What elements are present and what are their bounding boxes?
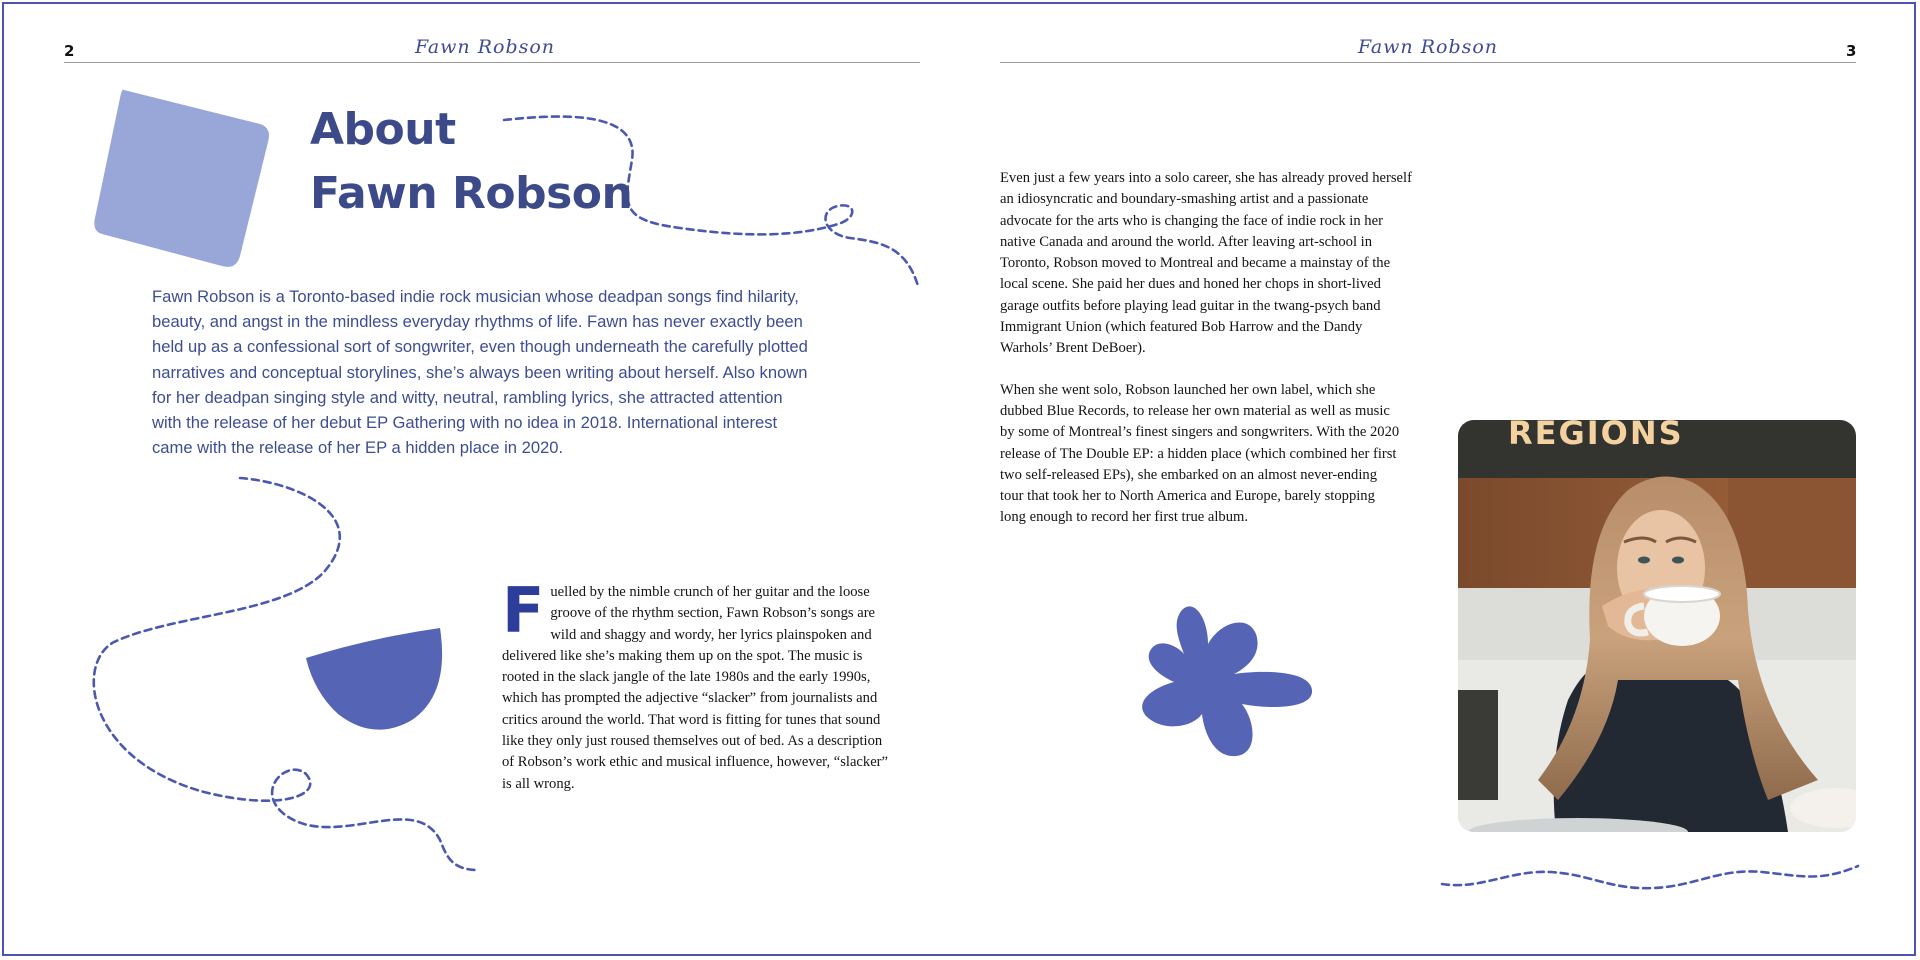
photo-sign-text: REGIONS xyxy=(1508,420,1684,452)
square-shape-decoration xyxy=(90,84,280,274)
body-line: long enough to record her first true album. xyxy=(1000,509,1249,526)
photo-illustration xyxy=(1458,420,1856,832)
body-line: two self-released EPs), she embarked on an almost never-ending xyxy=(1000,466,1377,483)
body-line: is all wrong. xyxy=(502,775,575,792)
left-body-column xyxy=(502,574,918,795)
body-line: Even just a few years into a solo career, she has already proved herself xyxy=(1000,170,1412,186)
body-line: local scene. She paid her dues and honed her chops in short-lived xyxy=(1000,276,1381,293)
bowl-shape-decoration xyxy=(300,624,450,734)
intro-paragraph xyxy=(152,284,832,460)
right-body-paragraph-1 xyxy=(1000,168,1432,360)
body-line: Immigrant Union (which featured Bob Harrow and the Dandy xyxy=(1000,319,1363,336)
body-line: like they only just roused themselves out of bed. As a description xyxy=(502,733,883,750)
intro-line: Fawn Robson is a Toronto-based indie rock musician whose deadpan songs find hilarity, xyxy=(152,287,799,306)
body-line: Warhols’ Brent DeBoer). xyxy=(1000,340,1146,357)
dropcap-letter: F xyxy=(502,574,545,647)
body-line: delivered like she’s making them up on the spot. The music is xyxy=(502,647,863,664)
right-body-paragraph-2 xyxy=(1000,380,1432,529)
intro-line: held up as a confessional sort of songwriter, even though underneath the carefully plotted xyxy=(152,337,808,357)
right-page-number: 3 xyxy=(1846,42,1857,60)
intro-line: beauty, and angst in the mindless everyday rhythms of life. Fawn has never exactly been xyxy=(152,312,803,332)
right-header-author: Fawn Robson xyxy=(1357,36,1499,58)
right-body-column xyxy=(1000,168,1432,549)
intro-line: narratives and conceptual storylines, she’s always been writing about herself. Also known xyxy=(152,362,808,382)
body-line: wild and shaggy and wordy, her lyrics plainspoken and xyxy=(550,626,872,643)
body-line: uelled by the nimble crunch of her guitar and the loose xyxy=(550,584,870,600)
left-page-number: 2 xyxy=(64,42,75,60)
dashed-wave-bottom xyxy=(1440,860,1860,896)
body-line: garage outfits before playing lead guitar in the twang-psych band xyxy=(1000,297,1381,314)
flower-shape-decoration xyxy=(1138,604,1314,760)
body-line: which has prompted the adjective “slacker” from journalists and xyxy=(502,690,878,707)
intro-line: came with the release of her EP a hidden place in 2020. xyxy=(152,438,564,458)
body-line: Toronto, Robson moved to Montreal and became a mainstay of the xyxy=(1000,255,1391,272)
body-line: critics around the world. That word is fitting for tunes that sound xyxy=(502,711,881,728)
body-line: advocate for the arts who is changing the face of indie rock in her xyxy=(1000,212,1383,229)
artist-photo xyxy=(1458,420,1856,832)
intro-line: with the release of her debut EP Gathering with no idea in 2018. International interest xyxy=(152,413,778,433)
title-about: About xyxy=(310,104,456,155)
body-line: of Robson’s work ethic and musical influence, however, “slacker” xyxy=(502,754,889,771)
left-body-paragraph xyxy=(502,574,918,795)
intro-line: for her deadpan singing style and witty, neutral, rambling lyrics, she attracted attention xyxy=(152,387,783,407)
right-header-rule xyxy=(1000,62,1856,63)
body-line: When she went solo, Robson launched her own label, which she xyxy=(1000,381,1376,398)
body-line: an idiosyncratic and boundary-smashing artist and a passionate xyxy=(1000,191,1369,208)
body-line: release of The Double EP: a hidden place (which combined her first xyxy=(1000,445,1397,462)
left-header-rule xyxy=(64,62,920,63)
body-line: native Canada and around the world. After leaving art-school in xyxy=(1000,233,1373,250)
body-line: tour that took her to North America and Europe, barely stopping xyxy=(1000,488,1375,505)
title-name: Fawn Robson xyxy=(310,168,633,219)
body-line: rooted in the slack jangle of the late 1980s and the early 1990s, xyxy=(502,669,871,686)
left-header-author: Fawn Robson xyxy=(414,36,556,58)
body-line: by some of Montreal’s finest singers and songwriters. With the 2020 xyxy=(1000,424,1400,441)
body-line: groove of the rhythm section, Fawn Robson’s songs are xyxy=(550,605,876,622)
body-line: dubbed Blue Records, to release her own material as well as music xyxy=(1000,402,1390,419)
